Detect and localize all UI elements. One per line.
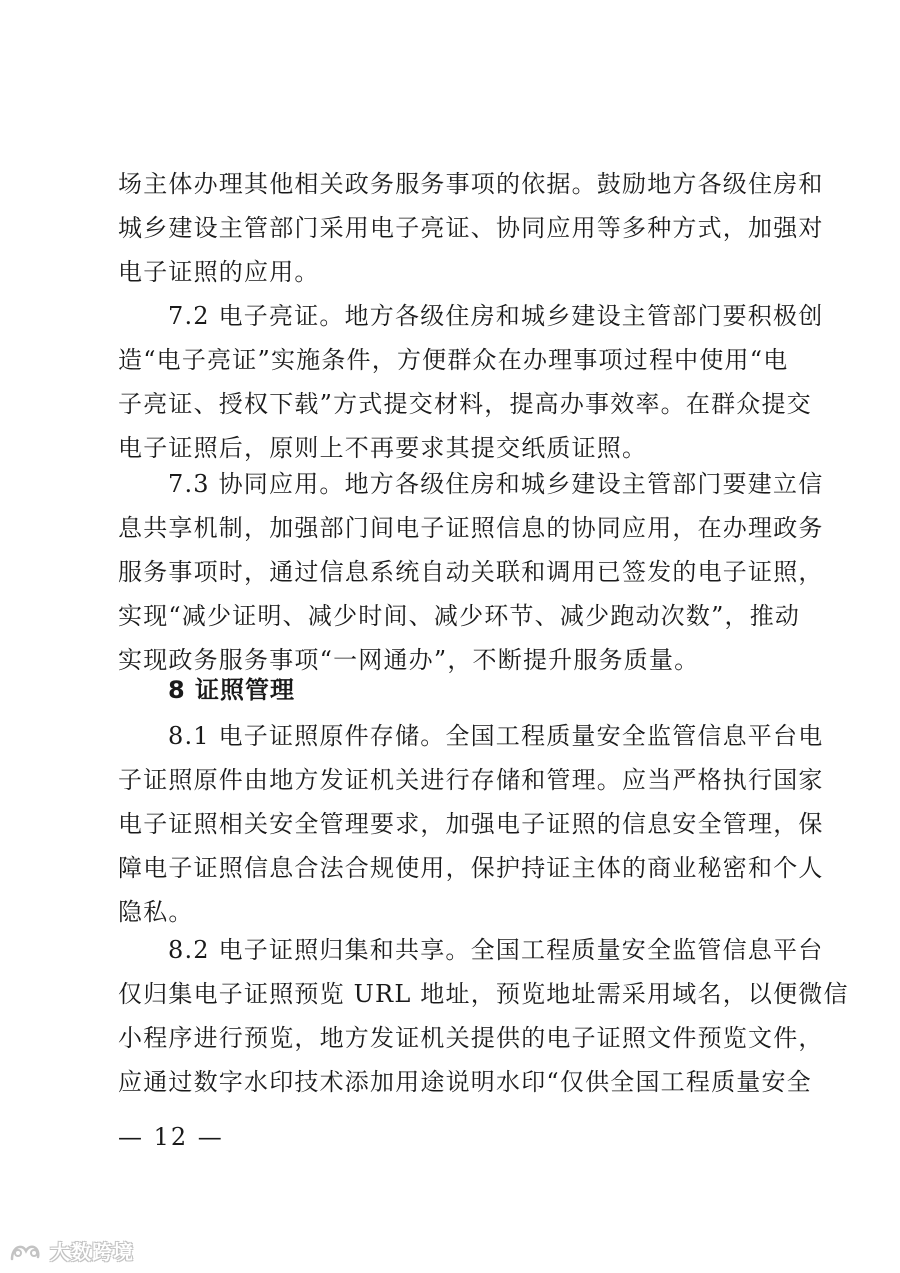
paragraph-7-3 xyxy=(118,462,824,682)
text-line: 服务事项时，通过信息系统自动关联和调用已签发的电子证照， xyxy=(118,558,824,586)
text-line: 场主体办理其他相关政务服务事项的依据。鼓励地方各级住房和 xyxy=(118,170,824,198)
text-line: 7.2 电子亮证。地方各级住房和城乡建设主管部门要积极创 xyxy=(168,302,824,330)
paragraph-continuation xyxy=(118,162,824,294)
text-line: 障电子证照信息合法合规使用，保护持证主体的商业秘密和个人 xyxy=(118,854,824,882)
paragraph-8-1 xyxy=(118,714,824,934)
watermark-logo-icon xyxy=(8,1239,44,1263)
text-line: 电子证照后，原则上不再要求其提交纸质证照。 xyxy=(118,434,648,462)
watermark xyxy=(8,1236,134,1265)
text-line: 小程序进行预览，地方发证机关提供的电子证照文件预览文件， xyxy=(118,1024,824,1052)
text-line: 实现政务服务事项“一网通办”，不断提升服务质量。 xyxy=(118,646,700,674)
text-line: 应通过数字水印技术添加用途说明水印“仅供全国工程质量安全 xyxy=(118,1068,812,1096)
text-line: 仅归集电子证照预览 URL 地址，预览地址需采用域名，以便微信 xyxy=(118,980,849,1008)
text-line: 实现“减少证明、减少时间、减少环节、减少跑动次数”，推动 xyxy=(118,602,801,630)
text-line: 电子证照的应用。 xyxy=(118,258,320,286)
text-line: 8.1 电子证照原件存储。全国工程质量安全监管信息平台电 xyxy=(168,722,824,750)
text-line: 8.2 电子证照归集和共享。全国工程质量安全监管信息平台 xyxy=(168,936,824,964)
watermark-text: 大数跨境 xyxy=(50,1240,134,1264)
text-line: 隐私。 xyxy=(118,898,194,926)
text-line: 息共享机制，加强部门间电子证照信息的协同应用，在办理政务 xyxy=(118,514,824,542)
text-line: 子亮证、授权下载”方式提交材料，提高办事效率。在群众提交 xyxy=(118,390,812,418)
text-line: 城乡建设主管部门采用电子亮证、协同应用等多种方式，加强对 xyxy=(118,214,824,242)
paragraph-8-2 xyxy=(118,928,849,1104)
text-line: 7.3 协同应用。地方各级住房和城乡建设主管部门要建立信 xyxy=(168,470,824,498)
text-line: 子证照原件由地方发证机关进行存储和管理。应当严格执行国家 xyxy=(118,766,824,794)
page-number: — 12 — xyxy=(118,1123,224,1151)
paragraph-7-2 xyxy=(118,294,824,470)
section-heading: 8 证照管理 xyxy=(168,676,296,704)
text-line: 造“电子亮证”实施条件，方便群众在办理事项过程中使用“电 xyxy=(118,346,789,374)
text-line: 电子证照相关安全管理要求，加强电子证照的信息安全管理，保 xyxy=(118,810,824,838)
